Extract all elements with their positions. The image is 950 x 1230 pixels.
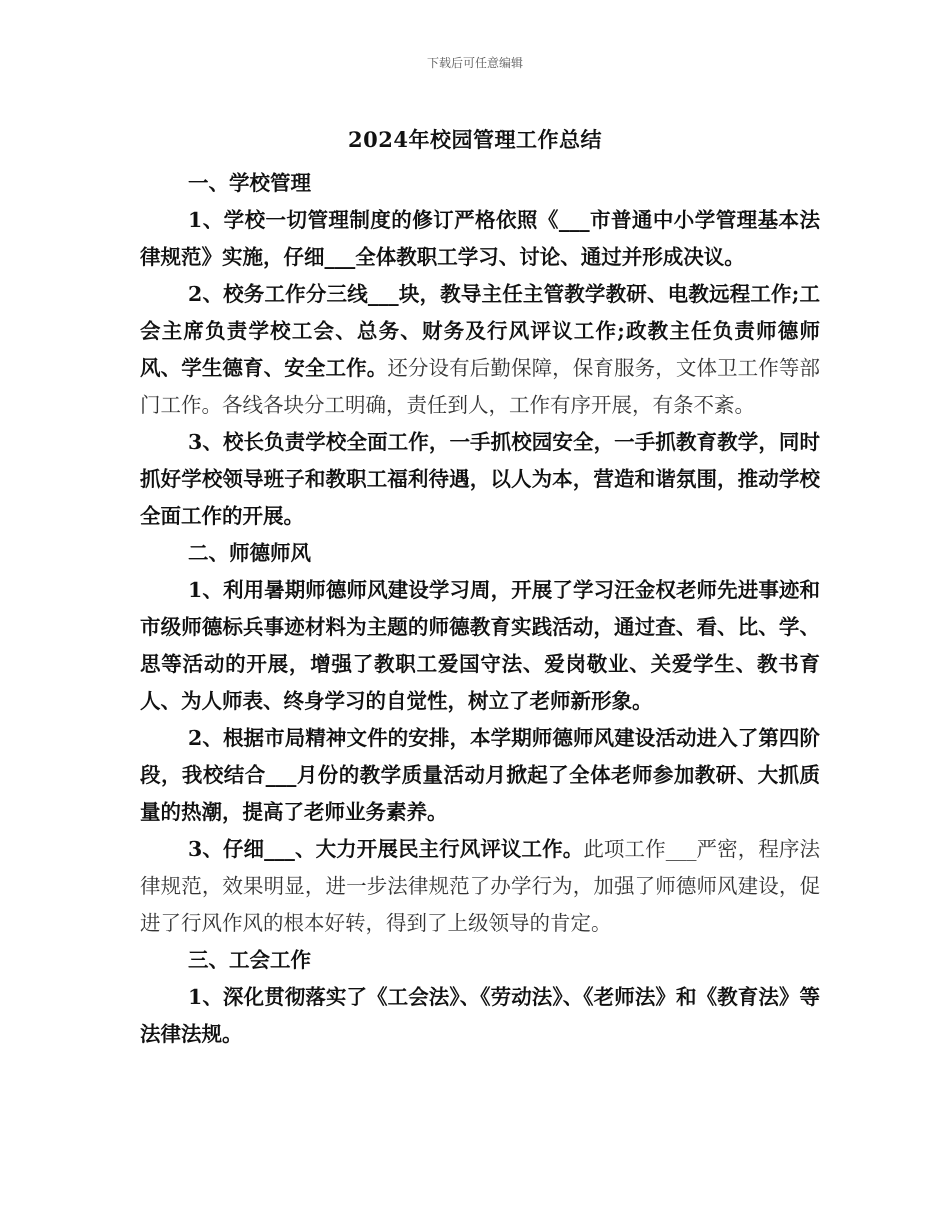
section-heading: 三、工会工作: [188, 948, 311, 972]
paragraph: [140, 202, 820, 276]
paragraph-bold-text: 2、校务工作分三线___块，教导主任主管教学教研、电教远程工作;工会主席负责学校工会、总务、财务及行风评议工作;政教主任负责师德师风、学生德育、安全工作。: [140, 282, 820, 380]
paragraph-bold-text: 3、仔细___、大力开展民主行风评议工作。: [188, 837, 584, 861]
paragraph: [140, 720, 820, 831]
paragraph-bold-text: 1、深化贯彻落实了《工会法》、《劳动法》、《老师法》和《教育法》等法律法规。: [140, 985, 820, 1046]
paragraph-bold-text: 3、校长负责学校全面工作，一手抓校园安全，一手抓教育教学，同时抓好学校领导班子和教职工福利待遇，以人为本，营造和谐氛围，推动学校全面工作的开展。: [140, 430, 820, 528]
paragraph: [140, 572, 820, 720]
document-body: [140, 165, 820, 1053]
document-title: 2024年校园管理工作总结: [348, 127, 602, 152]
header-note: 下载后可任意编辑: [426, 56, 523, 70]
section-heading: 二、师德师风: [188, 541, 311, 565]
paragraph-light-text: 还分设有后勤保障，保育服务，文体卫工作等部门工作。各线各块分工明确，责任到人，工作有序开展，有条不紊。: [140, 356, 820, 417]
paragraph-bold-text: 2、根据市局精神文件的安排，本学期师德师风建设活动进入了第四阶段，我校结合___月份的教学质量活动月掀起了全体老师参加教研、大抓质量的热潮，提高了老师业务素养。: [140, 726, 820, 824]
paragraph-bold-text: 1、利用暑期师德师风建设学习周，开展了学习汪金权老师先进事迹和市级师德标兵事迹材料为主题的师德教育实践活动，通过查、看、比、学、思等活动的开展，增强了教职工爱国守法、爱岗敬业、关爱学生、教书育人、为人师表、终身学习的自觉性，树立了老师新形象。: [140, 578, 820, 713]
paragraph-light-text: 此项工作___严密，程序法律规范，效果明显，进一步法律规范了办学行为，加强了师德师风建设，促进了行风作风的根本好转，得到了上级领导的肯定。: [140, 837, 821, 935]
paragraph: [140, 831, 820, 942]
paragraph: [140, 979, 820, 1053]
paragraph-bold-text: 1、学校一切管理制度的修订严格依照《___市普通中小学管理基本法律规范》实施，仔细___全体教职工学习、讨论、通过并形成决议。: [140, 208, 820, 269]
paragraph: [140, 276, 820, 424]
section-heading: 一、学校管理: [188, 171, 311, 195]
paragraph: [140, 424, 820, 535]
